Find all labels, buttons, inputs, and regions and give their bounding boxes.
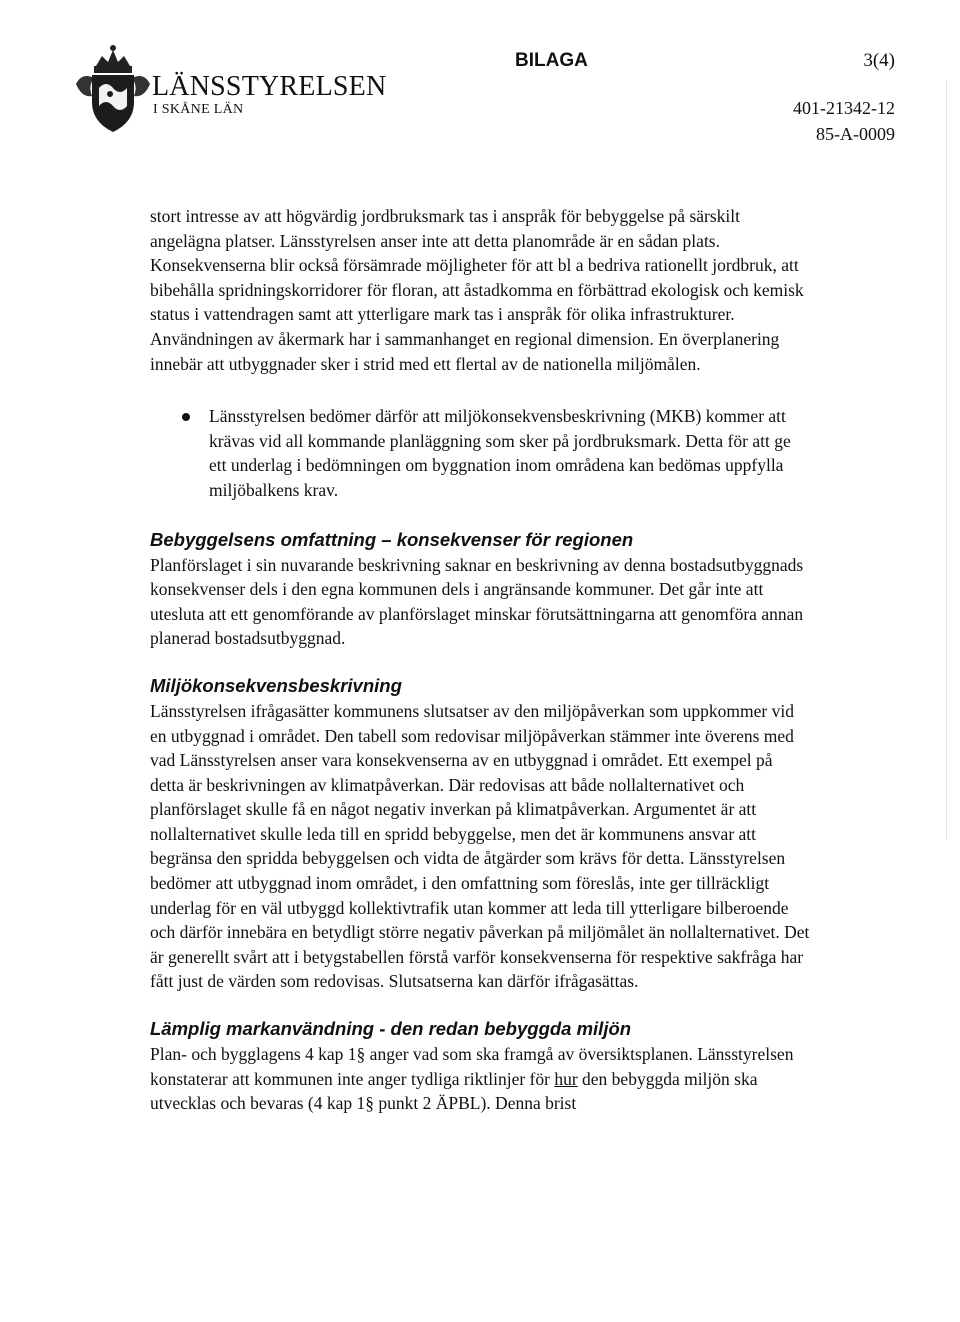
- section-paragraph: Länsstyrelsen ifrågasätter kommunens slutsatser av den miljöpåverkan som uppkommer vid en utbyggnad i området. Den tabell som redovisar miljöpåverkan stämmer inte överens med vad Länsstyrelsen anser vara konsekvenserna av en utbyggnad i området. Ett exempel på detta är beskrivningen av klimatpåverkan. Där redovisas att både nollalternativet och planförslaget skulle få en något negativ inverkan på klimatpåverkan. Argumentet är att nollalternativet skulle leda till en spridd bebyggelse, men det är kommunens ansvar att begränsa den spridda bebyggelsen och vidta de åtgärder som krävs för detta. Länsstyrelsen bedömer att utbyggnad inom området, i den omfattning som föreslås, inte ger tillräckligt underlag för en väl utbyggd kollektivtrafik utan kommer att leda till ytterligare bilberoende och därför innebära en betydligt större negativ påverkan på miljömålet än nollalternativet. Det är generellt svårt att i betygstabellen förstå varför konsekvenserna för respektive sakfråga har fått just de värden som redovisas. Slutsatserna kan därför ifrågasättas.: [150, 700, 810, 992]
- reference-number: 401-21342-12: [793, 98, 895, 118]
- underlined-word: hur: [554, 1068, 578, 1089]
- document-body: [150, 204, 810, 1138]
- page-number: 3(4): [863, 50, 895, 71]
- section-paragraph: [150, 1042, 810, 1116]
- organization-name: LÄNSSTYRELSEN: [152, 71, 387, 102]
- section-heading: Miljökonsekvensbeskrivning: [150, 674, 402, 696]
- section-environmental-assessment: [150, 673, 810, 994]
- document-label: BILAGA: [515, 50, 588, 71]
- bullet-item: [150, 404, 810, 502]
- section-heading: Lämplig markanvändning - den redan bebyggda miljön: [150, 1018, 632, 1040]
- section-paragraph: Planförslaget i sin nuvarande beskrivning saknar en beskrivning av denna bostadsutbyggnads konsekvenser dels i den egna kommunen dels i angränsande kommuner. Det går inte att utesluta att ett genomförande av planförslaget minskar förutsättningarna att genomföra annan planerad bostadsutbyggnad.: [150, 554, 804, 649]
- scan-edge-artifact: [946, 80, 947, 840]
- paragraph-text-continued: den bebyggda miljön ska utvecklas och bevaras (4 kap 1§ punkt 2 ÄPBL). Denna brist: [150, 1068, 758, 1114]
- section-land-use: [150, 1016, 810, 1116]
- county-coat-of-arms-icon: [72, 44, 154, 136]
- reference-number-secondary: 85-A-0009: [816, 124, 895, 144]
- section-heading: Bebyggelsens omfattning – konsekvenser för regionen: [150, 528, 634, 550]
- intro-paragraph: stort intresse av att högvärdig jordbruksmark tas i anspråk för bebyggelse på särskilt angelägna platser. Länsstyrelsen anser inte att detta planområde är en sådan plats. Konsekvenserna blir också försämrade möjligheter för att bl a bedriva rationellt jordbruk, att bibehålla spridningskorridorer för floran, att åstadkomma en förbättrad ekologisk och kemisk status i vattendragen samt att ytterligare mark tas i anspråk för olika infrastrukturer. Användningen av åkermark har i sammanhanget en regional dimension. En överplanering innebär att utbyggnader sker i strid med ett flertal av de nationella miljömålen.: [150, 206, 804, 374]
- bullet-paragraph: Länsstyrelsen bedömer därför att miljökonsekvensbeskrivning (MKB) kommer att krävas vid all kommande planläggning som sker på jordbruksmark. Detta för att ge ett underlag i bedömningen om byggnation inom områdena kan bedömas uppfylla miljöbalkens krav.: [209, 406, 791, 500]
- section-regional-consequences: [150, 527, 810, 651]
- paragraph-text: Plan- och bygglagens 4 kap 1§ anger vad som ska framgå av översiktsplanen. Länsstyrelsen konstaterar att kommunen inte anger tydliga riktlinjer för: [150, 1044, 794, 1089]
- organization-subtitle: I SKÅNE LÄN: [153, 102, 244, 117]
- bullet-icon: [182, 413, 190, 421]
